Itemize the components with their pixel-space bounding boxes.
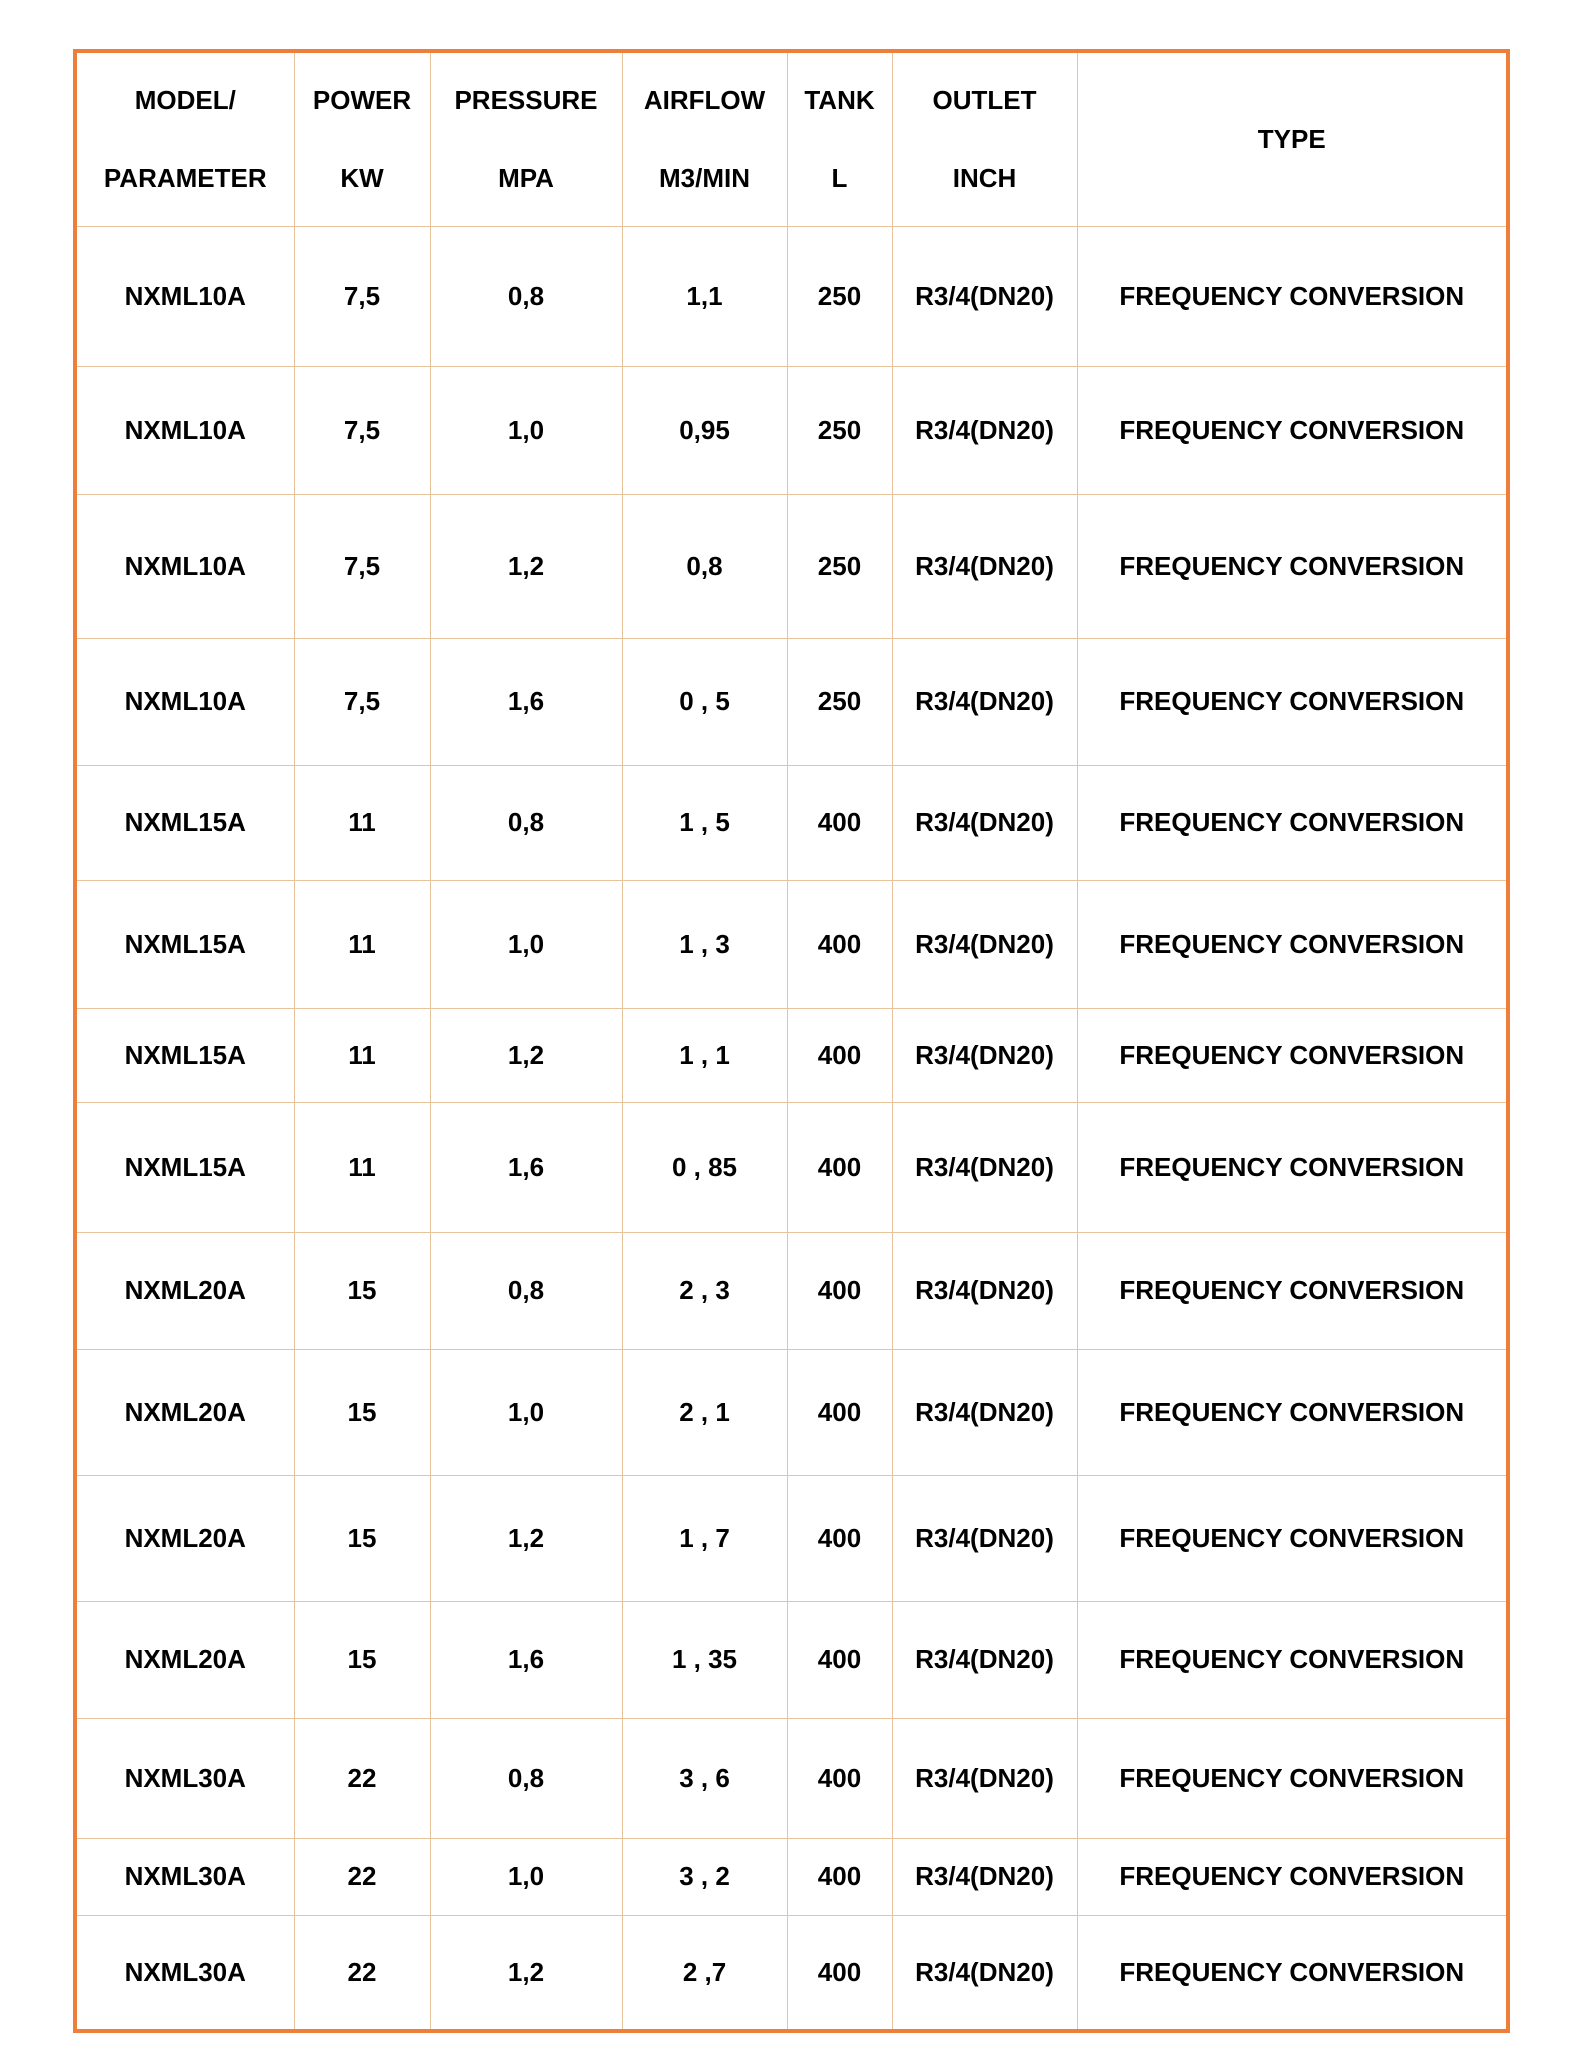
model-cell: NXML15A: [77, 1102, 294, 1232]
pressure-cell: 1,0: [430, 1349, 622, 1475]
table-row: [77, 1915, 1506, 2029]
header-outlet-line1: OUTLET: [932, 85, 1037, 116]
outlet-cell: R3/4(DN20): [892, 1475, 1077, 1601]
table-row: [77, 494, 1506, 638]
model-cell: NXML30A: [77, 1838, 294, 1915]
header-model: [77, 53, 294, 226]
power-cell: 22: [294, 1915, 430, 2029]
header-power: [294, 53, 430, 226]
model-cell: NXML15A: [77, 765, 294, 880]
header-tank-line1: TANK: [804, 85, 875, 116]
table-row: [77, 1349, 1506, 1475]
table-row: [77, 1008, 1506, 1102]
type-cell: FREQUENCY CONVERSION: [1077, 638, 1506, 765]
type-cell: FREQUENCY CONVERSION: [1077, 1838, 1506, 1915]
outlet-cell: R3/4(DN20): [892, 1349, 1077, 1475]
outlet-cell: R3/4(DN20): [892, 366, 1077, 494]
header-pressure-line2: MPA: [498, 163, 554, 194]
table-row: [77, 1601, 1506, 1718]
airflow-cell: 0 , 85: [622, 1102, 787, 1232]
outlet-cell: R3/4(DN20): [892, 765, 1077, 880]
type-cell: FREQUENCY CONVERSION: [1077, 1475, 1506, 1601]
spec-table: [77, 53, 1506, 2029]
airflow-cell: 2 ,7: [622, 1915, 787, 2029]
header-model-line2: PARAMETER: [103, 163, 267, 194]
power-cell: 7,5: [294, 366, 430, 494]
spec-table-body: [77, 53, 1506, 2029]
model-cell: NXML15A: [77, 1008, 294, 1102]
table-row: [77, 638, 1506, 765]
header-model-line1: MODEL/: [134, 85, 236, 116]
type-cell: FREQUENCY CONVERSION: [1077, 226, 1506, 366]
tank-cell: 250: [787, 366, 892, 494]
outlet-cell: R3/4(DN20): [892, 226, 1077, 366]
type-cell: FREQUENCY CONVERSION: [1077, 1232, 1506, 1349]
type-cell: FREQUENCY CONVERSION: [1077, 1008, 1506, 1102]
airflow-cell: 3 , 6: [622, 1718, 787, 1838]
tank-cell: 400: [787, 1008, 892, 1102]
header-power-line1: POWER: [312, 85, 412, 116]
header-airflow-line2: M3/MIN: [659, 163, 750, 194]
tank-cell: 400: [787, 1718, 892, 1838]
spec-table-frame: [73, 49, 1510, 2033]
header-outlet-line2: INCH: [952, 163, 1017, 194]
airflow-cell: 1 , 35: [622, 1601, 787, 1718]
table-row: [77, 880, 1506, 1008]
tank-cell: 250: [787, 226, 892, 366]
tank-cell: 400: [787, 765, 892, 880]
power-cell: 7,5: [294, 494, 430, 638]
pressure-cell: 0,8: [430, 765, 622, 880]
pressure-cell: 1,2: [430, 494, 622, 638]
pressure-cell: 1,6: [430, 1102, 622, 1232]
airflow-cell: 1 , 1: [622, 1008, 787, 1102]
model-cell: NXML30A: [77, 1915, 294, 2029]
header-tank: [787, 53, 892, 226]
outlet-cell: R3/4(DN20): [892, 1838, 1077, 1915]
type-cell: FREQUENCY CONVERSION: [1077, 1349, 1506, 1475]
tank-cell: 400: [787, 1601, 892, 1718]
pressure-cell: 0,8: [430, 1232, 622, 1349]
model-cell: NXML15A: [77, 880, 294, 1008]
tank-cell: 400: [787, 1838, 892, 1915]
table-row: [77, 1102, 1506, 1232]
type-cell: FREQUENCY CONVERSION: [1077, 765, 1506, 880]
type-cell: FREQUENCY CONVERSION: [1077, 1718, 1506, 1838]
airflow-cell: 3 , 2: [622, 1838, 787, 1915]
pressure-cell: 1,6: [430, 1601, 622, 1718]
tank-cell: 250: [787, 494, 892, 638]
model-cell: NXML20A: [77, 1349, 294, 1475]
pressure-cell: 1,2: [430, 1475, 622, 1601]
header-airflow: [622, 53, 787, 226]
power-cell: 15: [294, 1232, 430, 1349]
airflow-cell: 0,8: [622, 494, 787, 638]
airflow-cell: 1,1: [622, 226, 787, 366]
outlet-cell: R3/4(DN20): [892, 880, 1077, 1008]
model-cell: NXML20A: [77, 1475, 294, 1601]
type-cell: FREQUENCY CONVERSION: [1077, 1102, 1506, 1232]
tank-cell: 400: [787, 1349, 892, 1475]
airflow-cell: 1 , 3: [622, 880, 787, 1008]
table-row: [77, 366, 1506, 494]
table-row: [77, 1718, 1506, 1838]
header-row: [77, 53, 1506, 226]
power-cell: 15: [294, 1601, 430, 1718]
tank-cell: 400: [787, 1475, 892, 1601]
type-cell: FREQUENCY CONVERSION: [1077, 494, 1506, 638]
power-cell: 7,5: [294, 638, 430, 765]
power-cell: 22: [294, 1718, 430, 1838]
tank-cell: 400: [787, 880, 892, 1008]
pressure-cell: 0,8: [430, 1718, 622, 1838]
header-pressure-line1: PRESSURE: [454, 85, 598, 116]
tank-cell: 400: [787, 1915, 892, 2029]
outlet-cell: R3/4(DN20): [892, 1102, 1077, 1232]
type-cell: FREQUENCY CONVERSION: [1077, 880, 1506, 1008]
airflow-cell: 2 , 3: [622, 1232, 787, 1349]
table-row: [77, 1475, 1506, 1601]
pressure-cell: 0,8: [430, 226, 622, 366]
tank-cell: 250: [787, 638, 892, 765]
pressure-cell: 1,0: [430, 880, 622, 1008]
table-row: [77, 1232, 1506, 1349]
power-cell: 11: [294, 1008, 430, 1102]
pressure-cell: 1,2: [430, 1915, 622, 2029]
power-cell: 22: [294, 1838, 430, 1915]
model-cell: NXML30A: [77, 1718, 294, 1838]
outlet-cell: R3/4(DN20): [892, 1008, 1077, 1102]
airflow-cell: 0 , 5: [622, 638, 787, 765]
header-type: TYPE: [1077, 53, 1506, 226]
pressure-cell: 1,0: [430, 1838, 622, 1915]
outlet-cell: R3/4(DN20): [892, 1915, 1077, 2029]
table-row: [77, 765, 1506, 880]
outlet-cell: R3/4(DN20): [892, 638, 1077, 765]
power-cell: 15: [294, 1475, 430, 1601]
outlet-cell: R3/4(DN20): [892, 1601, 1077, 1718]
pressure-cell: 1,2: [430, 1008, 622, 1102]
model-cell: NXML10A: [77, 366, 294, 494]
type-cell: FREQUENCY CONVERSION: [1077, 1601, 1506, 1718]
outlet-cell: R3/4(DN20): [892, 494, 1077, 638]
model-cell: NXML10A: [77, 494, 294, 638]
type-cell: FREQUENCY CONVERSION: [1077, 1915, 1506, 2029]
header-power-line2: KW: [340, 163, 384, 194]
model-cell: NXML20A: [77, 1232, 294, 1349]
header-airflow-line1: AIRFLOW: [643, 85, 766, 116]
header-outlet: [892, 53, 1077, 226]
model-cell: NXML10A: [77, 226, 294, 366]
airflow-cell: 1 , 7: [622, 1475, 787, 1601]
tank-cell: 400: [787, 1102, 892, 1232]
model-cell: NXML20A: [77, 1601, 294, 1718]
outlet-cell: R3/4(DN20): [892, 1718, 1077, 1838]
tank-cell: 400: [787, 1232, 892, 1349]
pressure-cell: 1,0: [430, 366, 622, 494]
type-cell: FREQUENCY CONVERSION: [1077, 366, 1506, 494]
power-cell: 11: [294, 880, 430, 1008]
airflow-cell: 1 , 5: [622, 765, 787, 880]
power-cell: 11: [294, 765, 430, 880]
power-cell: 7,5: [294, 226, 430, 366]
header-pressure: [430, 53, 622, 226]
power-cell: 11: [294, 1102, 430, 1232]
outlet-cell: R3/4(DN20): [892, 1232, 1077, 1349]
airflow-cell: 2 , 1: [622, 1349, 787, 1475]
table-row: [77, 226, 1506, 366]
model-cell: NXML10A: [77, 638, 294, 765]
table-row: [77, 1838, 1506, 1915]
pressure-cell: 1,6: [430, 638, 622, 765]
airflow-cell: 0,95: [622, 366, 787, 494]
header-tank-line2: L: [831, 163, 848, 194]
power-cell: 15: [294, 1349, 430, 1475]
